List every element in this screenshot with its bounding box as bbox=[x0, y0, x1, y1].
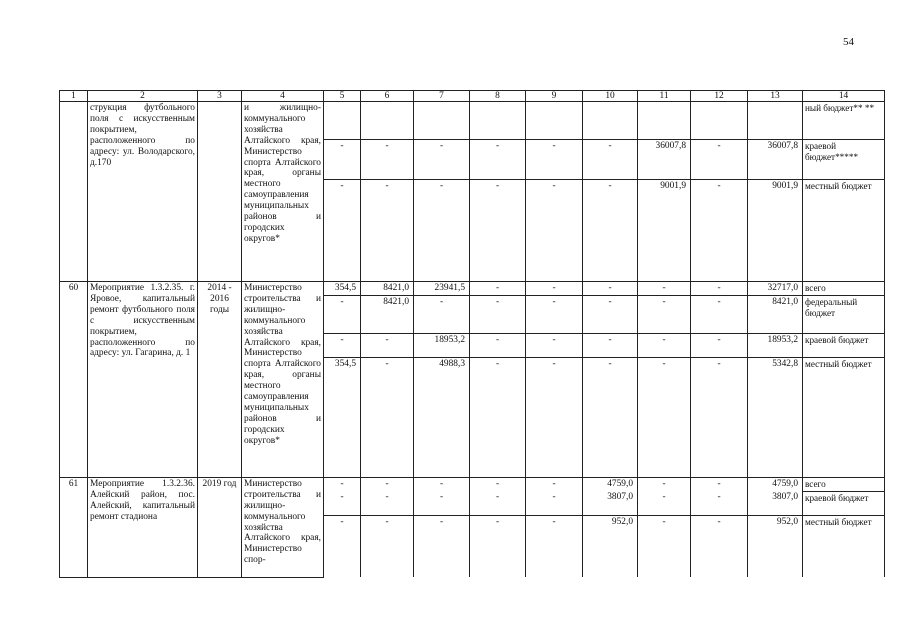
program-activities-table bbox=[59, 90, 885, 578]
value-cell: - bbox=[324, 180, 361, 282]
row-number-cell: 61 bbox=[60, 477, 88, 577]
column-header: 12 bbox=[691, 91, 748, 102]
row-number-cell bbox=[60, 102, 88, 282]
value-cell: - bbox=[470, 333, 526, 357]
value-cell: - bbox=[691, 515, 748, 577]
value-cell: - bbox=[324, 477, 361, 491]
value-cell: - bbox=[526, 282, 583, 296]
value-cell: - bbox=[414, 477, 470, 491]
value-cell: 3807,0 bbox=[748, 491, 803, 515]
funding-source-cell: местный бюджет bbox=[803, 357, 885, 477]
value-cell: - bbox=[583, 357, 638, 477]
value-cell: - bbox=[470, 477, 526, 491]
value-cell bbox=[691, 102, 748, 140]
value-cell: - bbox=[470, 180, 526, 282]
value-cell: 4759,0 bbox=[583, 477, 638, 491]
value-cell: - bbox=[583, 295, 638, 333]
value-cell bbox=[526, 102, 583, 140]
value-cell: 18953,2 bbox=[748, 333, 803, 357]
value-cell: - bbox=[526, 477, 583, 491]
value-cell: - bbox=[324, 491, 361, 515]
value-cell: - bbox=[361, 491, 414, 515]
table-row bbox=[60, 282, 885, 296]
funding-source-cell: всего bbox=[803, 477, 885, 491]
value-cell: - bbox=[361, 140, 414, 180]
column-header: 6 bbox=[361, 91, 414, 102]
value-cell: - bbox=[691, 491, 748, 515]
value-cell: - bbox=[470, 357, 526, 477]
column-header: 2 bbox=[88, 91, 198, 102]
column-header: 3 bbox=[198, 91, 242, 102]
funding-source-cell: краевой бюджет bbox=[803, 491, 885, 515]
value-cell: - bbox=[691, 357, 748, 477]
value-cell: 36007,8 bbox=[748, 140, 803, 180]
value-cell: 354,5 bbox=[324, 282, 361, 296]
value-cell: - bbox=[414, 140, 470, 180]
activity-name-cell: струкция футбольного поля с искусственным покрытием, расположенного по адресу: ул. Володарского, д.170 bbox=[88, 102, 198, 282]
value-cell bbox=[361, 102, 414, 140]
value-cell: 32717,0 bbox=[748, 282, 803, 296]
value-cell: - bbox=[470, 282, 526, 296]
value-cell: - bbox=[638, 295, 691, 333]
value-cell bbox=[324, 102, 361, 140]
value-cell: - bbox=[691, 333, 748, 357]
value-cell: 952,0 bbox=[583, 515, 638, 577]
funding-source-cell: краевой бюджет***** bbox=[803, 140, 885, 180]
column-header: 7 bbox=[414, 91, 470, 102]
value-cell: - bbox=[691, 295, 748, 333]
activity-name-cell: Мероприятие 1.3.2.36. Алейский район, пос. Алейский, капитальный ремонт стадиона bbox=[88, 477, 198, 577]
value-cell: 8421,0 bbox=[361, 282, 414, 296]
funding-source-cell: местный бюджет bbox=[803, 515, 885, 577]
value-cell: - bbox=[361, 180, 414, 282]
value-cell: - bbox=[583, 180, 638, 282]
executor-cell: и жилищно-коммунального хозяйства Алтайского края, Министерство спорта Алтайского края, органы местного самоуправления муниципальных районов и городских округов* bbox=[242, 102, 324, 282]
value-cell: - bbox=[470, 515, 526, 577]
funding-source-cell: всего bbox=[803, 282, 885, 296]
value-cell: - bbox=[638, 491, 691, 515]
value-cell: - bbox=[526, 140, 583, 180]
column-header: 5 bbox=[324, 91, 361, 102]
funding-source-cell: местный бюджет bbox=[803, 180, 885, 282]
value-cell: - bbox=[324, 295, 361, 333]
value-cell: 23941,5 bbox=[414, 282, 470, 296]
value-cell: - bbox=[361, 333, 414, 357]
value-cell bbox=[583, 102, 638, 140]
value-cell bbox=[638, 102, 691, 140]
column-header: 13 bbox=[748, 91, 803, 102]
value-cell: - bbox=[361, 477, 414, 491]
value-cell: 952,0 bbox=[748, 515, 803, 577]
column-header: 10 bbox=[583, 91, 638, 102]
column-header: 9 bbox=[526, 91, 583, 102]
value-cell: - bbox=[470, 491, 526, 515]
value-cell: - bbox=[583, 282, 638, 296]
value-cell: - bbox=[638, 515, 691, 577]
value-cell: - bbox=[583, 333, 638, 357]
value-cell: - bbox=[414, 295, 470, 333]
column-header: 4 bbox=[242, 91, 324, 102]
value-cell bbox=[748, 102, 803, 140]
value-cell: 8421,0 bbox=[748, 295, 803, 333]
column-header: 1 bbox=[60, 91, 88, 102]
value-cell: 9001,9 bbox=[638, 180, 691, 282]
value-cell: - bbox=[361, 357, 414, 477]
value-cell: - bbox=[526, 295, 583, 333]
value-cell: - bbox=[324, 333, 361, 357]
table-row bbox=[60, 102, 885, 140]
value-cell: - bbox=[691, 282, 748, 296]
activity-name-cell: Мероприятие 1.3.2.35. г. Яровое, капитальный ремонт футбольного поля с искусственным покрытием, расположенного по адресу: ул. Гагарина, д. 1 bbox=[88, 282, 198, 478]
value-cell: - bbox=[414, 515, 470, 577]
column-header: 14 bbox=[803, 91, 885, 102]
value-cell: - bbox=[324, 140, 361, 180]
value-cell: - bbox=[414, 180, 470, 282]
table-row bbox=[60, 477, 885, 491]
value-cell: - bbox=[324, 515, 361, 577]
value-cell bbox=[414, 102, 470, 140]
column-header: 11 bbox=[638, 91, 691, 102]
funding-source-cell: ный бюджет** ** bbox=[803, 102, 885, 140]
value-cell: - bbox=[691, 140, 748, 180]
value-cell: - bbox=[526, 180, 583, 282]
value-cell: 8421,0 bbox=[361, 295, 414, 333]
value-cell: - bbox=[470, 295, 526, 333]
value-cell: 354,5 bbox=[324, 357, 361, 477]
value-cell: 36007,8 bbox=[638, 140, 691, 180]
page-number: 54 bbox=[843, 36, 854, 48]
period-cell: 2014 - 2016 годы bbox=[198, 282, 242, 478]
value-cell: - bbox=[691, 477, 748, 491]
period-cell bbox=[198, 102, 242, 282]
value-cell: - bbox=[526, 357, 583, 477]
period-cell: 2019 год bbox=[198, 477, 242, 577]
value-cell: 18953,2 bbox=[414, 333, 470, 357]
value-cell: 4988,3 bbox=[414, 357, 470, 477]
value-cell: - bbox=[638, 282, 691, 296]
value-cell: - bbox=[526, 491, 583, 515]
column-number-row bbox=[60, 91, 885, 102]
value-cell: - bbox=[638, 357, 691, 477]
value-cell: - bbox=[361, 515, 414, 577]
value-cell: - bbox=[526, 515, 583, 577]
value-cell: 4759,0 bbox=[748, 477, 803, 491]
value-cell: 9001,9 bbox=[748, 180, 803, 282]
value-cell: 3807,0 bbox=[583, 491, 638, 515]
value-cell: 5342,8 bbox=[748, 357, 803, 477]
value-cell: - bbox=[414, 491, 470, 515]
executor-cell: Министерство строительства и жилищно-коммунального хозяйства Алтайского края, Министерство спорта Алтайского края, органы местного самоуправления муниципальных районов и городских округов* bbox=[242, 282, 324, 478]
value-cell: - bbox=[691, 180, 748, 282]
funding-source-cell: федеральный бюджет bbox=[803, 295, 885, 333]
value-cell: - bbox=[526, 333, 583, 357]
column-header: 8 bbox=[470, 91, 526, 102]
value-cell: - bbox=[638, 477, 691, 491]
value-cell bbox=[470, 102, 526, 140]
value-cell: - bbox=[470, 140, 526, 180]
value-cell: - bbox=[638, 333, 691, 357]
executor-cell: Министерство строительства и жилищно-коммунального хозяйства Алтайского края, Министерство спор- bbox=[242, 477, 324, 577]
funding-source-cell: краевой бюджет bbox=[803, 333, 885, 357]
row-number-cell: 60 bbox=[60, 282, 88, 478]
value-cell: - bbox=[583, 140, 638, 180]
